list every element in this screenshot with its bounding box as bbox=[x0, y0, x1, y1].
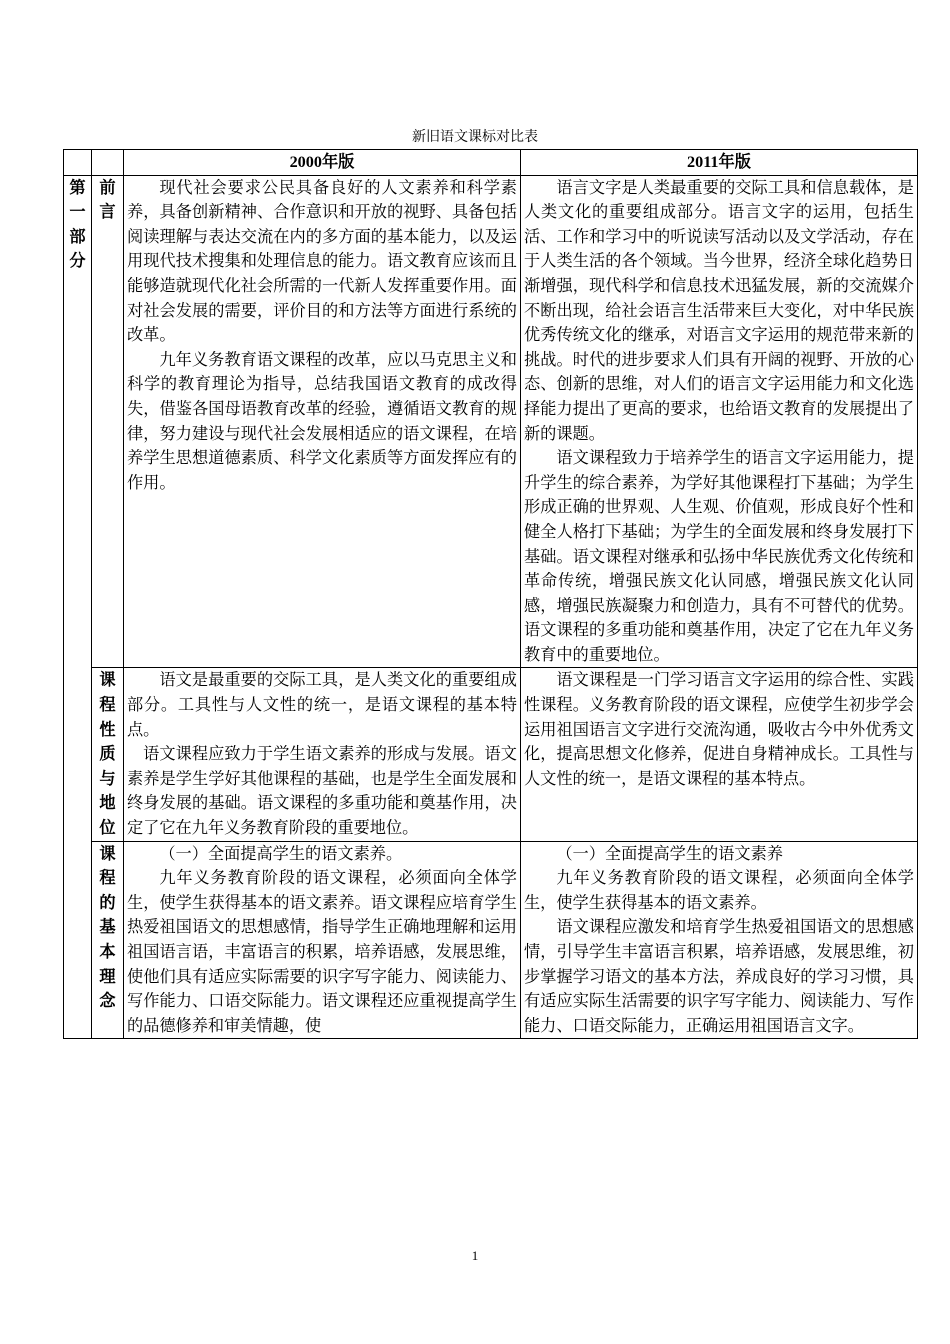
header-2000: 2000年版 bbox=[123, 150, 520, 176]
section-label-char: 课 bbox=[99, 843, 116, 863]
section-label-char: 课 bbox=[99, 670, 116, 690]
comparison-table bbox=[63, 149, 918, 1039]
paragraph: 九年义务教育阶段的语文课程，必须面向全体学生，使学生获得基本的语文素养。语文课程应培育学生热爱祖国语文的思想感情，指导学生正确地理解和运用祖国语言语，丰富语言的积累，培养语感，发展思维，使他们具有适应实际需要的识字写字能力、阅读能力、写作能力、口语交际能力。语文课程还应重视提高学生的品德修养和审美情趣，使 bbox=[126, 868, 517, 1035]
page-number: 1 bbox=[471, 1248, 479, 1263]
paragraph: 九年义务教育阶段的语文课程，必须面向全体学生，使学生获得基本的语文素养。 bbox=[523, 868, 914, 912]
table-header-row bbox=[64, 150, 918, 176]
cell-2011-concepts bbox=[520, 841, 917, 1039]
paragraph: （一）全面提高学生的语文素养 bbox=[556, 843, 783, 863]
section-label-char: 性 bbox=[99, 719, 116, 739]
section-label-char: 与 bbox=[99, 768, 116, 788]
table-row bbox=[64, 668, 918, 841]
paragraph: 语文课程应致力于学生语文素养的形成与发展。语文素养是学生学好其他课程的基础，也是学生全面发展和终身发展的基础。语文课程的多重功能和奠基作用，决定了它在九年义务教育阶段的重要地位。 bbox=[126, 744, 517, 838]
cell-2011-preface bbox=[520, 175, 917, 668]
cell-2000-concepts bbox=[123, 841, 520, 1039]
document-title: 新旧语文课标对比表 bbox=[412, 129, 538, 145]
section-label-preface bbox=[91, 175, 123, 668]
section-label-char: 念 bbox=[99, 991, 116, 1011]
paragraph: 九年义务教育语文课程的改革，应以马克思主义和科学的教育理论为指导，总结我国语文教育的成改得失，借鉴各国母语教育改革的经验，遵循语文教育的规律，努力建设与现代社会发展相适应的语文课程，在培养学生思想道德素质、科学文化素质等方面发挥应有的作用。 bbox=[126, 349, 517, 492]
part-label-char: 分 bbox=[69, 251, 86, 271]
section-label-char: 程 bbox=[99, 695, 116, 715]
section-label-char: 本 bbox=[99, 942, 116, 961]
paragraph: 语文课程是一门学习语言文字运用的综合性、实践性课程。义务教育阶段的语文课程，应使学生初步学会运用祖国语言文字进行交流沟通，吸收古今中外优秀文化，提高思想文化修养，促进自身精神成长。工具性与人文性的统一，是语文课程的基本特点。 bbox=[523, 670, 914, 788]
cell-2011-nature bbox=[520, 668, 917, 841]
cell-2000-nature bbox=[123, 668, 520, 841]
section-label-char: 程 bbox=[99, 868, 116, 888]
table-row bbox=[64, 175, 918, 668]
part-label-char: 第 bbox=[69, 177, 86, 197]
header-2011: 2011年版 bbox=[520, 150, 917, 176]
paragraph: 语文是最重要的交际工具，是人类文化的重要组成部分。工具性与人文性的统一，是语文课程的基本特点。 bbox=[126, 670, 517, 739]
header-blank-cell bbox=[64, 150, 92, 176]
paragraph: （一）全面提高学生的语文素养。 bbox=[159, 843, 403, 863]
section-label-char: 基 bbox=[99, 917, 116, 937]
section-label-char: 言 bbox=[99, 202, 116, 222]
paragraph: 现代社会要求公民具备良好的人文素养和科学素养，具备创新精神、合作意识和开放的视野、具备包括阅读理解与表达交流在内的多方面的基本能力，以及运用现代技术搜集和处理信息的能力。语文教育应该而且能够造就现代化社会所需的一代新人发挥重要作用。面对社会发展的需要，评价目的和方法等方面进行系统的改革。 bbox=[126, 177, 517, 345]
section-label-concepts bbox=[91, 841, 123, 1039]
part-label bbox=[64, 175, 92, 1039]
paragraph: 语言文字是人类最重要的交际工具和信息载体，是人类文化的重要组成部分。语言文字的运用，包括生活、工作和学习中的听说读写活动以及文学活动，存在于人类生活的各个领域。当今世界，经济全球化趋势日渐增强，现代科学和信息技术迅猛发展，新的交流媒介不断出现，给社会语言生活带来巨大变化，对中华民族优秀传统文化的继承，对语言文字运用的规范带来新的挑战。时代的进步要求人们具有开阔的视野、开放的心态、创新的思维，对人们的语言文字运用能力和文化选择能力提出了更高的要求，也给语文教育的发展提出了新的课题。 bbox=[523, 177, 914, 443]
part-label-char: 一 bbox=[69, 202, 86, 222]
section-label-char: 前 bbox=[99, 177, 116, 197]
section-label-char: 的 bbox=[99, 892, 116, 912]
paragraph: 语文课程致力于培养学生的语言文字运用能力，提升学生的综合素养，为学好其他课程打下基础；为学生形成正确的世界观、人生观、价值观，形成良好个性和健全人格打下基础；为学生的全面发展和终身发展打下基础。语文课程对继承和弘扬中华民族优秀文化传统和革命传统，增强民族文化认同感，增强民族文化认同感，增强民族凝聚力和创造力，具有不可替代的优势。语文课程的多重功能和奠基作用，决定了它在九年义务教育中的重要地位。 bbox=[523, 448, 914, 664]
header-blank-cell bbox=[91, 150, 123, 176]
section-label-char: 理 bbox=[99, 966, 116, 986]
part-label-char: 部 bbox=[69, 226, 86, 246]
section-label-char: 位 bbox=[99, 818, 116, 838]
cell-2000-preface bbox=[123, 175, 520, 668]
table-row bbox=[64, 841, 918, 1039]
section-label-char: 地 bbox=[99, 793, 116, 813]
section-label-char: 质 bbox=[99, 744, 116, 764]
paragraph: 语文课程应激发和培育学生热爱祖国语文的思想感情，引导学生丰富语言积累，培养语感，发展思维，初步掌握学习语文的基本方法，养成良好的学习习惯，具有适应实际生活需要的识字写字能力、阅读能力、写作能力、口语交际能力，正确运用祖国语言文字。 bbox=[523, 917, 914, 1035]
section-label-nature bbox=[91, 668, 123, 841]
